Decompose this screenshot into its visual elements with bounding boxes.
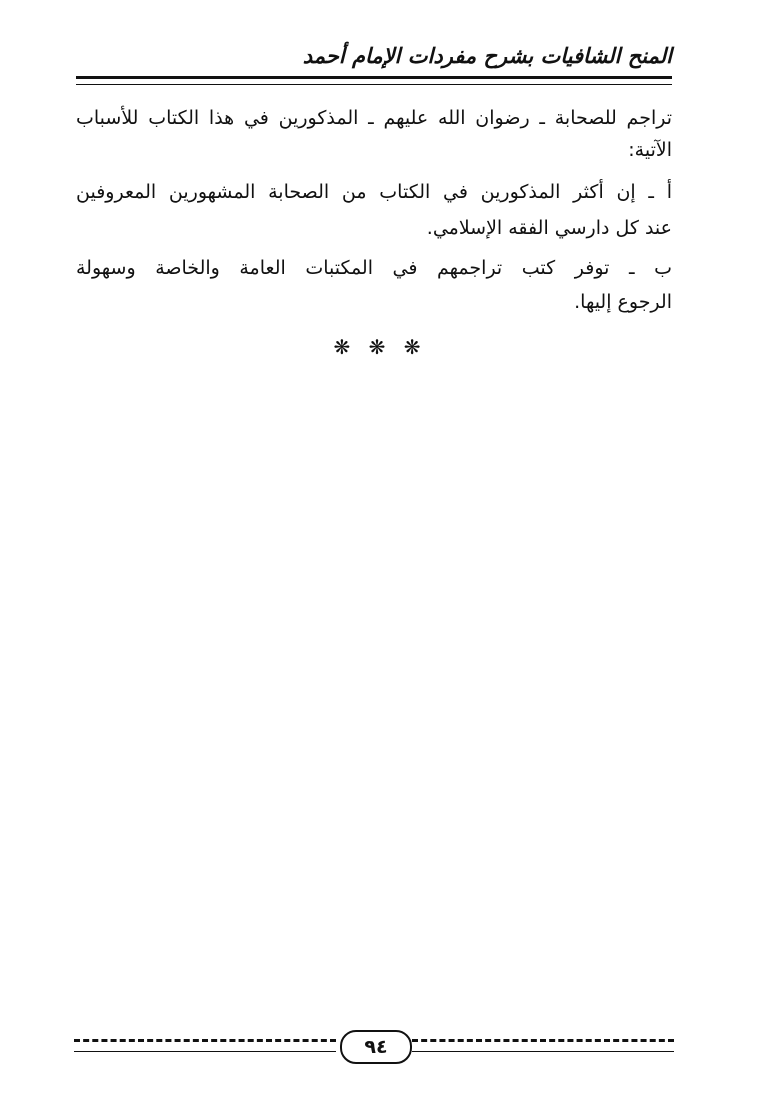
paragraph-line: الرجوع إليها. (574, 291, 672, 313)
section-separator: ❋ ❋ ❋ (333, 335, 427, 359)
page-number: ٩٤ (340, 1030, 412, 1064)
paragraph-reason-b (76, 250, 672, 322)
footer-rule-right (412, 1039, 674, 1042)
footer-rule-left-thin (74, 1051, 336, 1052)
header-rule-thick (76, 76, 672, 79)
paragraph-line: تراجم للصحابة ـ رضوان الله عليهم ـ المذكورين في هذا الكتاب للأسباب (76, 107, 672, 129)
paragraph-line: ب ـ توفر كتب تراجمهم في المكتبات العامة والخاصة وسهولة (76, 257, 672, 279)
paragraph-line: أ ـ إن أكثر المذكورين في الكتاب من الصحابة المشهورين المعروفين (76, 181, 672, 203)
footer-rule-left (74, 1039, 336, 1042)
header-rule-thin (76, 84, 672, 85)
paragraph-reason-a (76, 174, 672, 246)
paragraph-line: الآتية: (628, 139, 672, 161)
footer-rule-right-thin (412, 1051, 674, 1052)
running-header: المنح الشافيات بشرح مفردات الإمام أحمد (302, 43, 672, 68)
paragraph-intro (76, 100, 672, 172)
paragraph-line: عند كل دارسي الفقه الإسلامي. (426, 217, 672, 239)
page-footer (74, 1028, 674, 1064)
